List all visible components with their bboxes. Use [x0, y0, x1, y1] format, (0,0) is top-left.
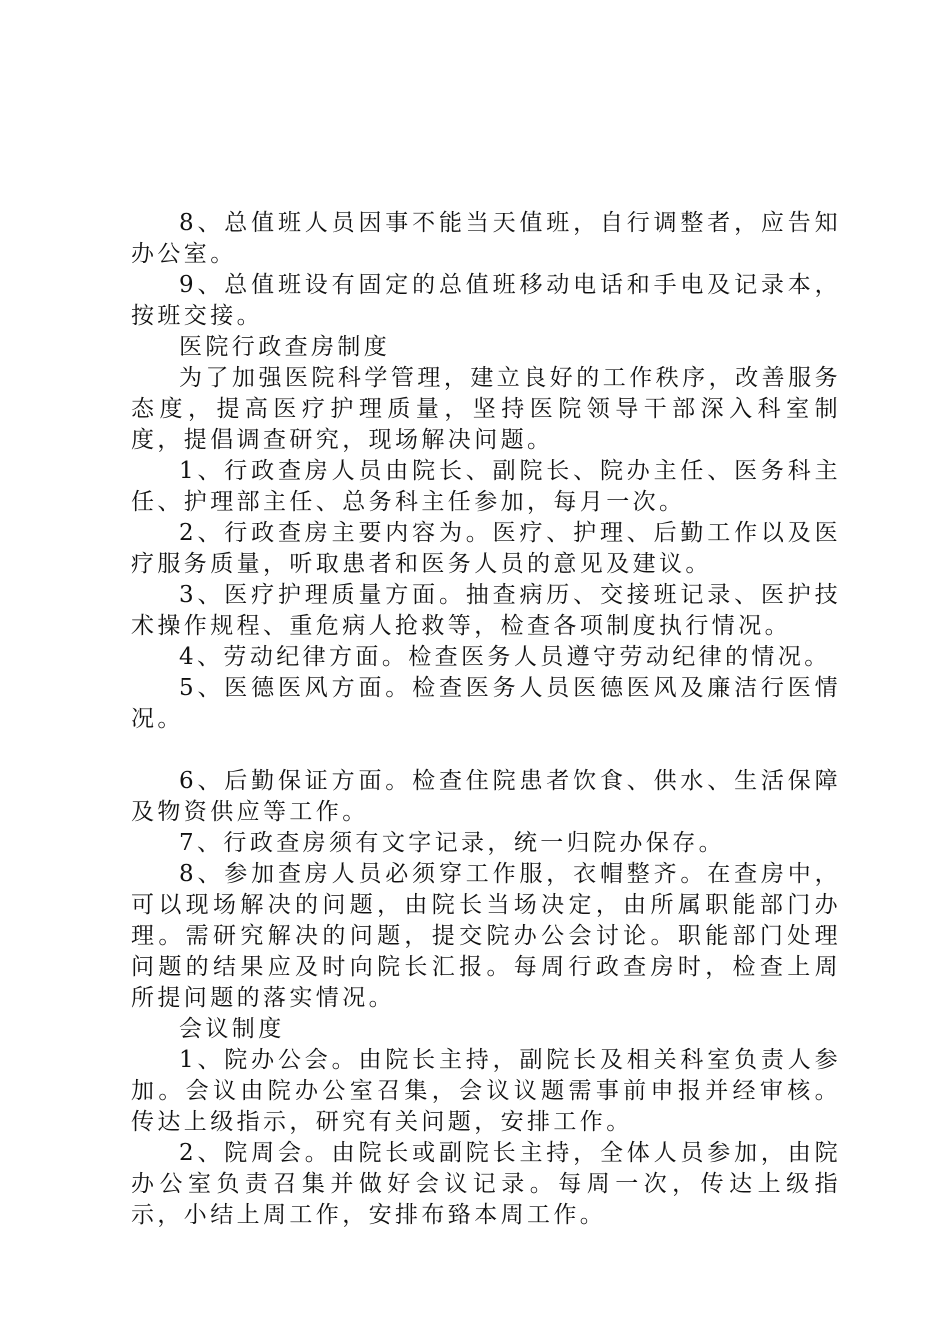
paragraph-meetings-2: 2、院周会。由院长或副院长主持，全体人员参加，由院办公室负责召集并做好会议记录。每周一次，传达上级指示，小结上周工作，安排布臵本周工作。	[131, 1140, 841, 1228]
document-body	[131, 208, 841, 1231]
paragraph-rounds-5: 5、医德医风方面。检查医务人员医德医风及廉洁行医情况。	[131, 675, 841, 732]
paragraph-duty-9: 9、总值班设有固定的总值班移动电话和手电及记录本，按班交接。	[131, 272, 841, 329]
paragraph-rounds-2: 2、行政查房主要内容为。医疗、护理、后勤工作以及医疗服务质量，听取患者和医务人员的意见及建议。	[131, 520, 841, 577]
paragraph-rounds-1: 1、行政查房人员由院长、副院长、院办主任、医务科主任、护理部主任、总务科主任参加，每月一次。	[131, 458, 841, 515]
paragraph-rounds-3: 3、医疗护理质量方面。抽查病历、交接班记录、医护技术操作规程、重危病人抢救等，检查各项制度执行情况。	[131, 582, 841, 639]
paragraph-rounds-4: 4、劳动纪律方面。检查医务人员遵守劳动纪律的情况。	[179, 644, 831, 670]
paragraph-rounds-8: 8、参加查房人员必须穿工作服，衣帽整齐。在查房中，可以现场解决的问题，由院长当场决定，由所属职能部门办理。需研究解决的问题，提交院办公会讨论。职能部门处理问题的结果应及时向院长汇报。每周行政查房时，检查上周所提问题的落实情况。	[131, 861, 841, 1011]
paragraph-rounds-7: 7、行政查房须有文字记录，统一归院办保存。	[179, 830, 726, 856]
section-heading-meetings: 会议制度	[179, 1016, 285, 1042]
section-heading-ward-rounds: 医院行政查房制度	[179, 334, 391, 360]
paragraph-meetings-1: 1、院办公会。由院长主持，副院长及相关科室负责人参加。会议由院办公室召集，会议议题需事前申报并经审核。传达上级指示，研究有关问题，安排工作。	[131, 1047, 841, 1135]
paragraph-rounds-6: 6、后勤保证方面。检查住院患者饮食、供水、生活保障及物资供应等工作。	[131, 768, 841, 825]
paragraph-duty-8: 8、总值班人员因事不能当天值班，自行调整者，应告知办公室。	[131, 210, 841, 267]
paragraph-rounds-intro: 为了加强医院科学管理，建立良好的工作秩序，改善服务态度，提高医疗护理质量，坚持医院领导干部深入科室制度，提倡调查研究，现场解决问题。	[131, 365, 841, 453]
blank-line	[131, 735, 841, 766]
